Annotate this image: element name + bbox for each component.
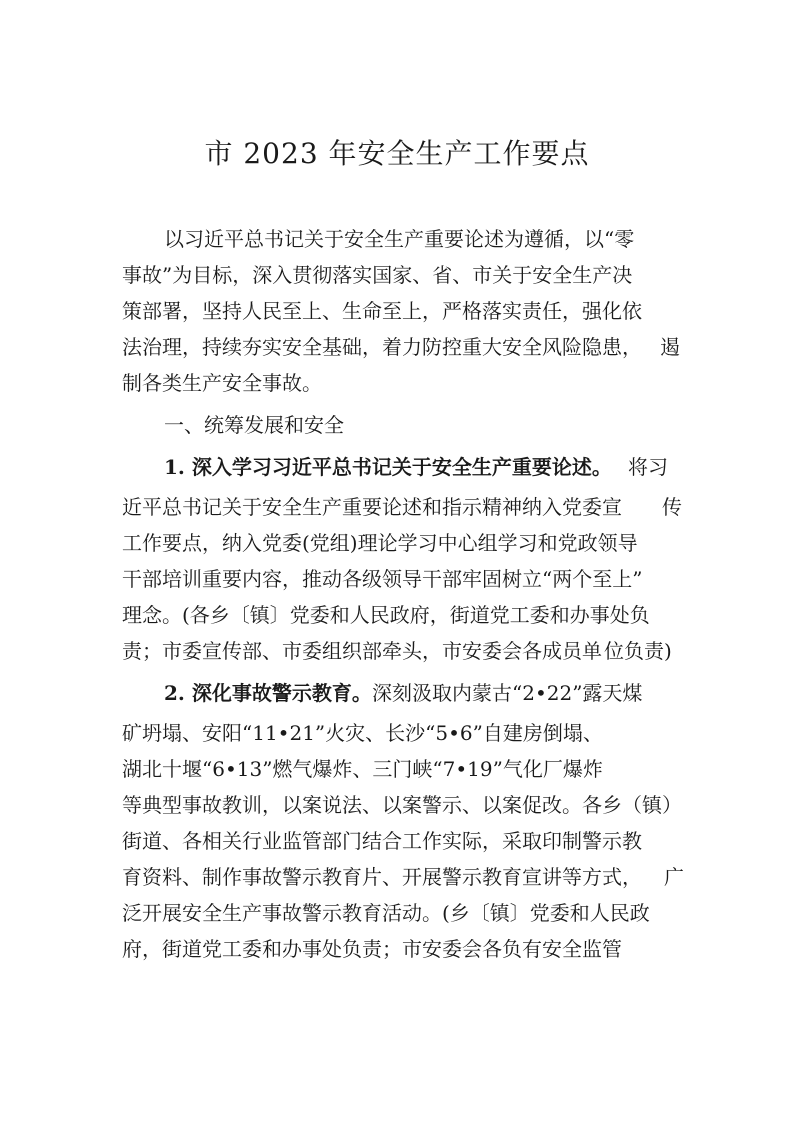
- text-line: [0, 598, 794, 632]
- text-segment: 法治理，持续夯实安全基础，着力防控重大安全风险隐患，: [122, 335, 642, 359]
- text-segment: 遏: [660, 335, 680, 359]
- text-line: [0, 824, 794, 858]
- text-line: [0, 330, 794, 364]
- text-line: [0, 860, 794, 894]
- text-line: [0, 634, 794, 668]
- text-line: [0, 716, 794, 750]
- text-segment: 广: [664, 865, 684, 889]
- text-segment: 制各类生产安全事故。: [122, 371, 322, 395]
- text-segment: 责；市委宣传部、市委组织部牵头，市安委会各成员单: [122, 639, 602, 663]
- text-segment: 位负责): [604, 639, 672, 663]
- text-segment: 策部署，坚持人民至上、生命至上，严格落实责任，强化依: [122, 299, 642, 323]
- text-segment: 事故”为目标，深入贯彻落实国家、省、市关于安全生产决: [122, 263, 633, 287]
- text-segment: 等典型事故教训，以案说法、以案警示、以案促改。各乡（镇）: [122, 793, 682, 817]
- text-line: [0, 258, 794, 292]
- text-line: [0, 490, 794, 524]
- text-segment: 府，街道党工委和办事处负责；市安委会各负有安全监管: [122, 937, 622, 961]
- text-segment: 深刻汲取内蒙古“2•22”露天煤: [372, 681, 643, 705]
- text-line: [0, 450, 794, 484]
- text-segment: 干部培训重要内容，推动各级领导干部牢固树立“两个至上”: [122, 567, 643, 591]
- text-segment: 近平总书记关于安全生产重要论述和指示精神纳入党委宣: [122, 495, 622, 519]
- text-line: [0, 932, 794, 966]
- document-title: 市 2023 年安全生产工作要点: [204, 137, 590, 170]
- text-line: [0, 366, 794, 400]
- text-line: [0, 752, 794, 786]
- text-segment: 矿坍塌、安阳“11•21”火灾、长沙“5•6”自建房倒塌、: [122, 721, 603, 745]
- text-line: [0, 788, 794, 822]
- text-line: [0, 294, 794, 328]
- text-segment: 以习近平总书记关于安全生产重要论述为遵循，以“零: [164, 227, 635, 251]
- text-segment: 传: [662, 495, 682, 519]
- text-line: [0, 526, 794, 560]
- section-heading-text: 一、统筹发展和安全: [164, 413, 344, 437]
- text-line: [0, 676, 794, 710]
- text-segment: 街道、各相关行业监管部门结合工作实际，采取印制警示教: [122, 829, 642, 853]
- text-line: [0, 896, 794, 930]
- text-line: [0, 562, 794, 596]
- text-segment: 将习: [628, 455, 668, 479]
- text-line: [0, 222, 794, 256]
- text-segment: 工作要点，纳入党委(党组)理论学习中心组学习和党政领导: [122, 531, 638, 555]
- text-segment: 泛开展安全生产事故警示教育活动。(乡〔镇〕党委和人民政: [122, 901, 650, 925]
- text-segment: 理念。(各乡〔镇〕党委和人民政府，街道党工委和办事处负: [122, 603, 650, 627]
- text-segment: 育资料、制作事故警示教育片、开展警示教育宣讲等方式，: [122, 865, 642, 889]
- section-heading: [0, 408, 794, 442]
- item-heading: 2. 深化事故警示教育。: [164, 681, 372, 705]
- item-heading: 1. 深入学习习近平总书记关于安全生产重要论述。: [164, 455, 612, 479]
- text-segment: 湖北十堰“6•13”燃气爆炸、三门峡“7•19”气化厂爆炸: [122, 757, 603, 781]
